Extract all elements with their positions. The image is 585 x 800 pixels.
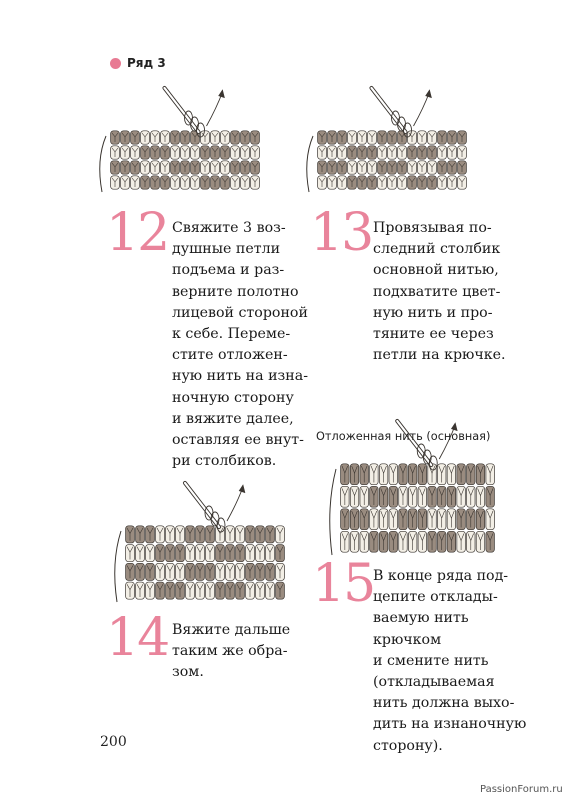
step-text-12: Свяжите 3 воз- душные петли подъема и раз- верните полотно лицевой стороной к себе. Переме- стите отложен- ную нить на изна- ночную сторону и вяжите далее, оставляя ее внут- ри столбиков. <box>172 220 308 470</box>
step15-swatch-illustration <box>310 445 510 565</box>
yarn-caption: Отложенная нить (основная) <box>316 430 491 443</box>
bullet-dot-icon <box>110 58 121 69</box>
step13-swatch-illustration <box>305 68 475 208</box>
step-text-15: В конце ряда под- цепите отклады- ваемую нить крючком и смените нить (откладываемая нить должна выхо- дить на изнаночную сторону). <box>373 568 527 754</box>
step-number-12: 12 <box>106 203 169 263</box>
step-number-13: 13 <box>310 203 373 263</box>
step-text-14: Вяжите дальше таким же обра- зом. <box>172 622 291 681</box>
row-title: Ряд 3 <box>127 56 166 70</box>
step-number-14: 14 <box>106 608 169 668</box>
step12-swatch-illustration <box>100 80 280 210</box>
page-number: 200 <box>100 734 127 750</box>
step-text-13: Провязывая по- следний столбик основной нитью, подхватите цвет- ную нить и про- тяните ее через петли на крючке. <box>373 220 506 364</box>
step14-swatch-illustration <box>100 485 300 615</box>
row-header <box>110 56 166 70</box>
site-watermark: PassionForum.ru <box>480 784 563 795</box>
step-number-15: 15 <box>312 554 375 614</box>
